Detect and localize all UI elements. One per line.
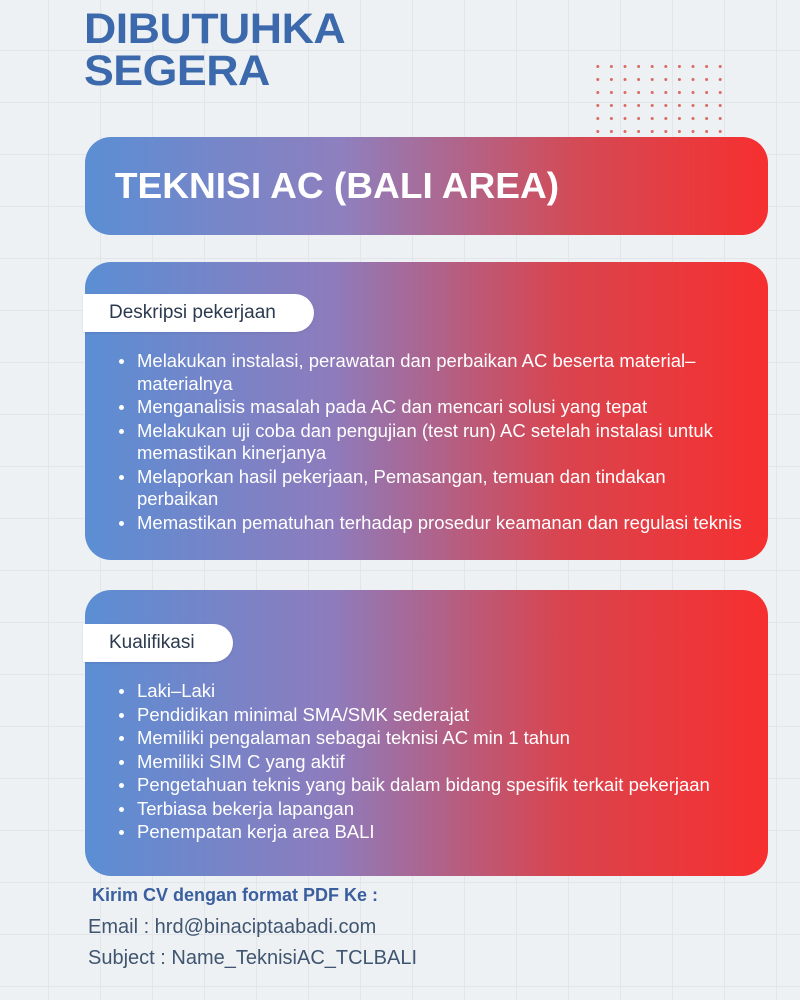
- headline-line-1: DIBUTUHKA: [84, 5, 346, 53]
- list-item: Melaporkan hasil pekerjaan, Pemasangan, temuan dan tindakan perbaikan: [111, 466, 748, 511]
- job-title-text: TEKNISI AC (BALI AREA): [114, 165, 560, 206]
- subject-line: Subject : Name_TeknisiAC_TCLBALI: [88, 947, 418, 969]
- list-item: Menganalisis masalah pada AC dan mencari solusi yang tepat: [111, 396, 748, 419]
- description-card: [85, 262, 768, 560]
- job-title-banner: [85, 137, 768, 235]
- list-item: Laki–Laki: [111, 680, 748, 703]
- description-label-pill: [83, 294, 314, 332]
- list-item: Terbiasa bekerja lapangan: [111, 798, 748, 821]
- list-item: Penempatan kerja area BALI: [111, 821, 748, 844]
- qualifications-label-text: Kualifikasi: [109, 632, 195, 653]
- qualifications-list: [111, 680, 748, 845]
- list-item: Melakukan instalasi, perawatan dan perbaikan AC beserta material–materialnya: [111, 350, 748, 395]
- dot-grid-decoration: [591, 60, 727, 138]
- list-item: Memiliki pengalaman sebagai teknisi AC min 1 tahun: [111, 727, 748, 750]
- description-list: [111, 350, 748, 536]
- description-label-text: Deskripsi pekerjaan: [109, 302, 276, 323]
- list-item: Memastikan pematuhan terhadap prosedur keamanan dan regulasi teknis: [111, 512, 748, 535]
- headline-line-2: SEGERA: [84, 47, 270, 96]
- list-item: Melakukan uji coba dan pengujian (test run) AC setelah instalasi untuk memastikan kinerjanya: [111, 420, 748, 465]
- footer-contact: [88, 885, 418, 978]
- email-line: Email : hrd@binaciptaabadi.com: [88, 916, 377, 938]
- list-item: Memiliki SIM C yang aktif: [111, 751, 748, 774]
- list-item: Pengetahuan teknis yang baik dalam bidang spesifik terkait pekerjaan: [111, 774, 748, 797]
- send-instruction: Kirim CV dengan format PDF Ke :: [92, 885, 379, 905]
- list-item: Pendidikan minimal SMA/SMK sederajat: [111, 704, 748, 727]
- qualifications-card: [85, 590, 768, 876]
- qualifications-label-pill: [83, 624, 233, 662]
- page-title: [84, 5, 346, 96]
